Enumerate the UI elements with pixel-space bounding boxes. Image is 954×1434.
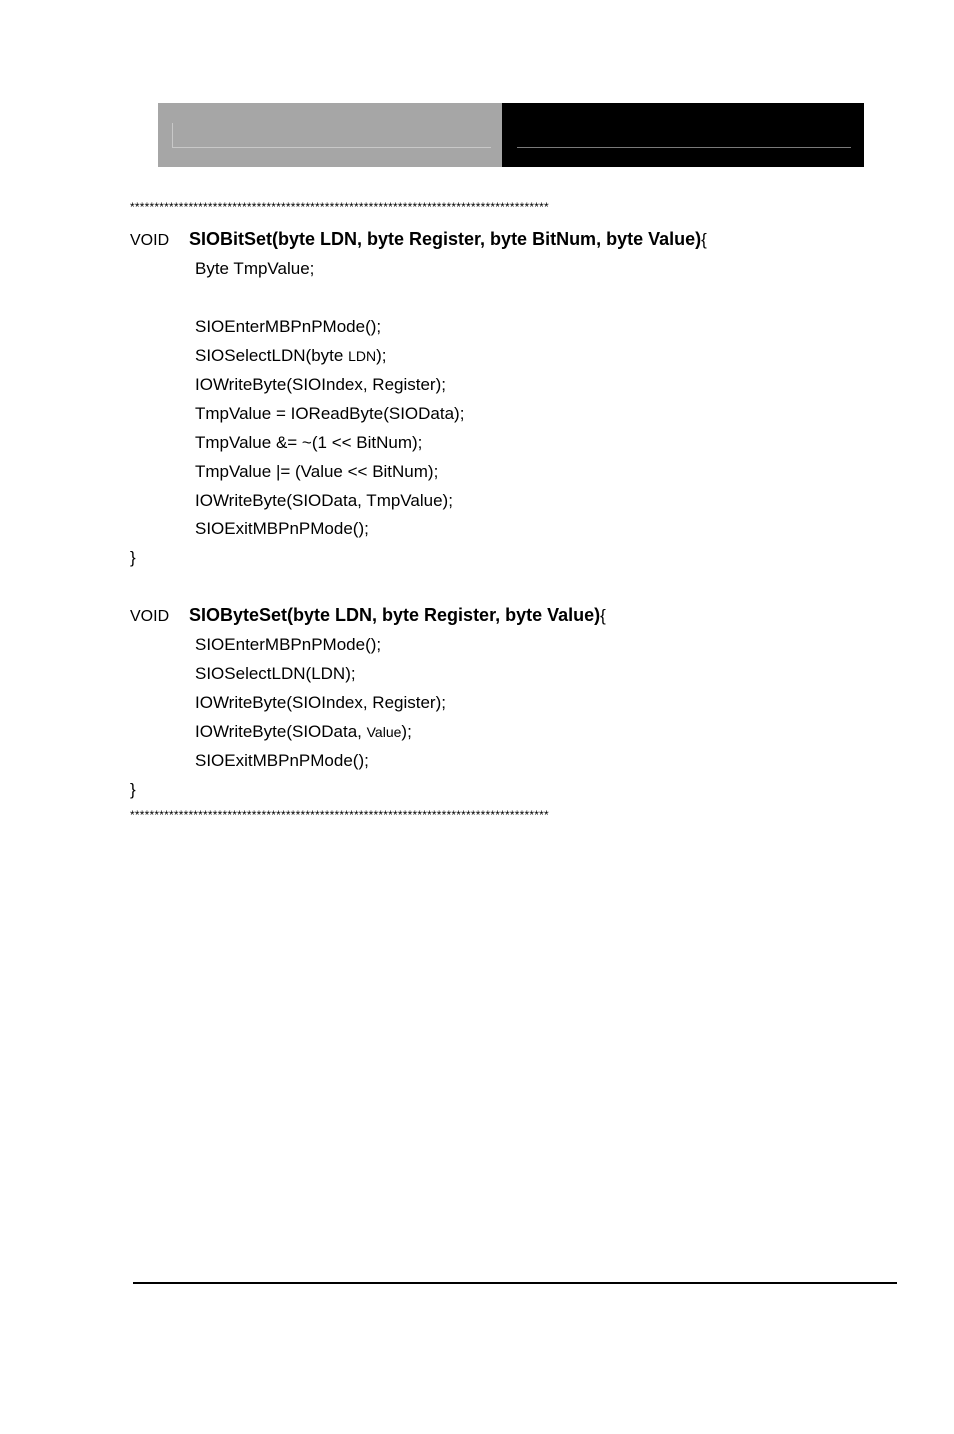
header-banner-right <box>502 103 864 167</box>
func2-line-write <box>195 722 412 742</box>
header-banner <box>158 103 864 167</box>
func1-signature-text: SIOBitSet(byte LDN, byte Register, byte BitNum, byte Value) <box>189 229 702 249</box>
func2-signature-text: SIOByteSet(byte LDN, byte Register, byte Value) <box>189 605 601 625</box>
func2-line-3: IOWriteByte(SIOIndex, Register); <box>195 693 446 712</box>
func1-line-select <box>195 346 386 366</box>
separator-bottom: ************************************************************************************** <box>130 808 549 822</box>
func1-line-8: SIOExitMBPnPMode(); <box>195 519 369 538</box>
func2-line-1: SIOEnterMBPnPMode(); <box>195 635 382 654</box>
func1-close-brace: } <box>130 548 136 567</box>
func1-line-2: SIOEnterMBPnPMode(); <box>195 317 382 336</box>
func1-line-5: TmpValue &= ~(1 << BitNum); <box>195 433 423 452</box>
func1-return-type: VOID <box>130 232 170 249</box>
func1-line-4: TmpValue = IOReadByte(SIOData); <box>195 404 465 423</box>
func2-write-arg: Value <box>366 724 402 740</box>
func2-line-2: SIOSelectLDN(LDN); <box>195 664 356 683</box>
header-banner-left <box>158 103 502 167</box>
separator-top: ************************************************************************************** <box>130 200 549 214</box>
header-banner-left-frame <box>172 123 491 148</box>
func1-open-brace: { <box>701 230 707 249</box>
func1-line-1: Byte TmpValue; <box>195 259 315 278</box>
func2-write-suffix: ); <box>401 722 412 741</box>
func2-return-type: VOID <box>130 608 170 625</box>
func1-select-arg: LDN <box>348 348 377 364</box>
func1-select-suffix: ); <box>376 346 387 365</box>
func1-line-6: TmpValue |= (Value << BitNum); <box>195 462 439 481</box>
func1-line-7: IOWriteByte(SIOData, TmpValue); <box>195 491 453 510</box>
func2-open-brace: { <box>600 606 606 625</box>
func2-line-4: SIOExitMBPnPMode(); <box>195 751 369 770</box>
func2-write-prefix: IOWriteByte(SIOData, <box>195 722 367 741</box>
func1-select-prefix: SIOSelectLDN(byte <box>195 346 349 365</box>
header-banner-right-rule <box>517 147 851 148</box>
func2-close-brace: } <box>130 780 136 799</box>
func2-signature <box>189 605 606 626</box>
footer-rule <box>133 1282 897 1284</box>
func1-signature <box>189 229 707 250</box>
func1-line-3: IOWriteByte(SIOIndex, Register); <box>195 375 446 394</box>
